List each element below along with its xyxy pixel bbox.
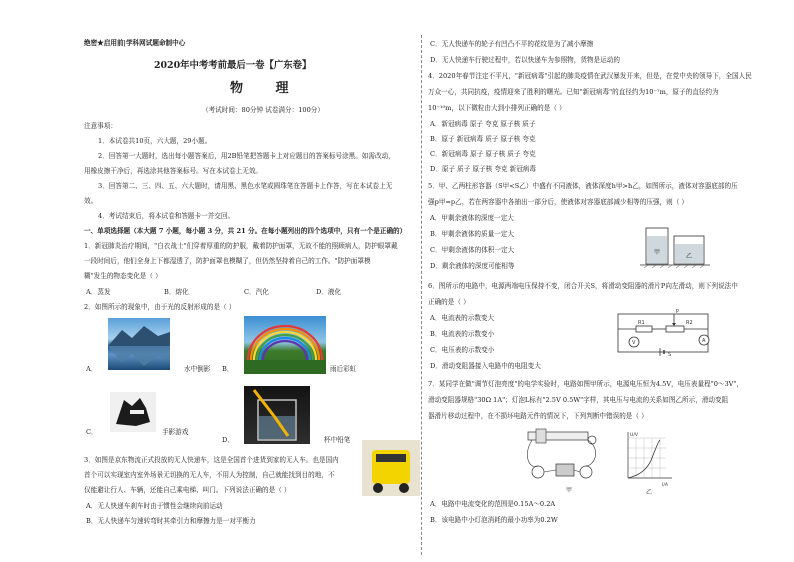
pencil-in-glass-image <box>244 386 310 444</box>
fig6-label-v: V <box>632 340 636 346</box>
note-item: 效。 <box>84 197 98 205</box>
fig6-label-a: A <box>702 338 706 344</box>
q5-line: 强p甲=p乙，若在两容器中各抽出一部分后，使液体对容器底部减少相等的压强，则（ ） <box>428 198 689 206</box>
q6-option-d: D．滑动变阻器接入电路中的电阻变大 <box>430 362 541 370</box>
hand-shadow-image <box>110 392 156 432</box>
q4-line: 10⁻¹⁰m，以下微粒由大到小排列正确的是（ ） <box>428 104 566 112</box>
q6-option-a: A．电流表的示数变大 <box>430 314 495 322</box>
section-heading: 一、单项选择题（本大题 7 小题，每小题 3 分，共 21 分。在每小题列出的四个选项中，只有一个是正确的） <box>84 227 407 235</box>
rainbow-icon <box>244 316 326 374</box>
q7-line: 器滑片移动过程中，在不损坏电路元件的情况下，下列判断中错误的是（ ） <box>428 412 648 420</box>
q7-line: 7．某同学在做"调节灯泡亮度"的电学实验时，电路如图甲所示，电源电压恒为4.5V，电压表量程"0～3V"， <box>428 380 744 388</box>
q5-option-d: D．剩余液体的深度可能相等 <box>430 262 515 270</box>
q4-option-c: C．新冠病毒 原子 原子核 质子 夸克 <box>430 150 536 158</box>
note-item: 用橡皮擦干净后，再选涂其他答案标号。写在本试卷上无效。 <box>84 167 263 175</box>
q6-line: 6．图所示的电路中，电源两端电压保持不变，闭合开关S，将滑动变阻器的滑片P向左滑动，则下列说法中 <box>428 282 738 290</box>
q4-line: 万众一心，共同抗疫，疫情迎来了胜利的曙光。已知"新冠病毒"的直径约为10⁻⁷m，原子的直径约为 <box>428 88 719 96</box>
fig7-axis-i: I/A <box>662 483 669 488</box>
fig7-label-yi: 乙 <box>646 489 653 496</box>
q7-option-b: B．该电路中小灯泡消耗的最小功率为0.2W <box>430 516 558 524</box>
note-item: 4．考试结束后，将本试卷和答题卡一并交回。 <box>98 212 235 220</box>
q3-line: 仅能避让行人、车辆，还能自己乘电梯、叫门。下列说法正确的是（ ） <box>84 486 291 494</box>
q3-option-d: D．无人快递车行驶过程中，若以快递车为参照物，货物是运动的 <box>430 56 620 64</box>
q4-line: 4．2020年春节注定不平凡，"新冠病毒"引起的肺炎疫情在武汉暴发开来，但是，在党中央的领导下，全国人民 <box>428 72 752 80</box>
fig6-label-r1: R1 <box>638 320 645 326</box>
mountain-reflection-icon <box>108 318 170 370</box>
q3-option-c: C．无人快递车的轮子有凹凸不平的花纹是为了减小摩擦 <box>430 40 594 48</box>
q2-caption-b: 雨后彩虹 <box>330 365 357 373</box>
rainbow-image <box>244 316 326 374</box>
fig7-axis-u: U/V <box>630 433 639 438</box>
iv-graph-yi <box>620 428 676 496</box>
q3-line: 首个可以实现室内室外场景无切换的无人车，不用人为控制，自己就能找到目的地，不 <box>84 471 335 479</box>
q4-option-a: A．新冠病毒 原子 夸克 原子核 质子 <box>430 120 536 128</box>
q5-option-c: C．甲剩余液体的体积一定大 <box>430 246 515 254</box>
delivery-robot-image <box>362 440 420 496</box>
q3-line: 3．如图是京东物流正式投放的无人快递车，这是全国首个进货到家的无人车。也是国内 <box>84 456 339 464</box>
right-column <box>428 0 788 562</box>
q1-line: 一段时间后，他们全身上下都湿透了，防护面罩也模糊了，但仍然坚持着自己的工作。"防护面罩模 <box>84 257 371 265</box>
q1-line: 1．新冠肺炎治疗期间，"白衣战士"们穿着厚重的防护服，戴着防护面罩，无故不能的照顾病人，防护眼罩戴 <box>84 242 398 250</box>
q2-option-d: D． <box>222 436 234 444</box>
exam-title: 2020年中考考前最后一卷【广东卷】 <box>154 60 312 71</box>
q5-option-b: B．甲剩余液体的质量一定大 <box>430 230 514 238</box>
q2-stem: 2．如图所示的现象中，由于光的反射形成的是（ ） <box>84 303 236 311</box>
left-column <box>84 0 444 562</box>
q1-option-c: C．汽化 <box>244 288 269 296</box>
q1-option-a: A．蒸发 <box>86 288 111 296</box>
q1-line: 糊"发生的物态变化是（ ） <box>84 272 162 280</box>
q1-option-d: D．液化 <box>316 288 342 296</box>
q7-line: 滑动变阻器规格"30Ω 1A"；灯泡L标有"2.5V 0.5W"字样，其电压与电流的关系如图乙所示，滑动变阻 <box>428 396 729 404</box>
q3-option-a: A．无人快递车刹车时由于惯性会继续向前运动 <box>86 502 223 510</box>
notes-heading: 注意事项： <box>84 122 117 130</box>
q6-option-b: B．电流表的示数变小 <box>430 330 495 338</box>
exam-meta: （考试时间：80分钟 试卷满分：100分） <box>202 106 324 114</box>
note-item: 3．回答第二、三、四、五、六大题时，请用黑、黑色水笔或圆珠笔在答题卡上作答，写在本试卷上无 <box>98 182 393 190</box>
q2-option-c: C． <box>86 428 98 436</box>
fig5-label-yi: 乙 <box>686 253 693 260</box>
circuit-diagram-q6 <box>608 306 716 358</box>
ground-hatch <box>644 265 704 268</box>
two-containers-figure <box>640 224 710 270</box>
q2-option-a: A． <box>86 365 98 373</box>
graph-grid <box>628 438 666 478</box>
q2-caption-d: 杯中铅笔 <box>324 436 351 444</box>
q2-caption-a: 水中倒影 <box>184 365 211 373</box>
column-divider <box>421 35 422 555</box>
pencil-glass-icon <box>244 386 310 444</box>
fig7-label-jia: 甲 <box>566 487 573 494</box>
q1-option-b: B．熔化 <box>164 288 189 296</box>
q4-option-b: B．原子 新冠病毒 质子 原子核 夸克 <box>430 135 536 143</box>
hand-shadow-icon <box>110 392 156 432</box>
q4-option-d: D．原子 质子 原子核 夸克 新冠病毒 <box>430 165 536 173</box>
confidential-mark: 绝密★启用前|学科网试题命制中心 <box>84 39 186 47</box>
q7-option-a: A．电路中电流变化的范围是0.15A～0.2A <box>430 500 556 508</box>
fig5-label-jia: 甲 <box>654 249 661 256</box>
q5-option-a: A．甲剩余液体的深度一定大 <box>430 214 514 222</box>
q2-caption-c: 手影游戏 <box>162 428 189 436</box>
q2-option-b: B． <box>222 365 234 373</box>
fig6-label-r2: R2 <box>686 320 693 326</box>
subject-title: 物 理 <box>230 81 303 96</box>
mountain-lake-image <box>108 318 170 370</box>
q3-option-b: B．无人快递车匀速转弯时其牵引力和摩擦力是一对平衡力 <box>86 517 256 525</box>
q6-line: 正确的是（ ） <box>428 298 470 306</box>
delivery-robot-icon <box>362 440 420 496</box>
experiment-figure-jia <box>522 426 618 496</box>
fig6-label-p: P <box>676 309 680 315</box>
fig6-label-s: S <box>668 352 672 358</box>
q6-option-c: C．电压表的示数变小 <box>430 346 495 354</box>
q5-line: 5．甲、乙两柱形容器（S甲<S乙）中盛有不同液体，液体深度h甲>h乙，如图所示，液体对容器底部的压 <box>428 182 738 190</box>
note-item: 1．本试卷共10页，六大题，29小题。 <box>98 137 212 145</box>
note-item: 2．回答第一大题时，选出每小题答案后，用2B铅笔把答题卡上对应题目的答案标号涂黑。如需改动， <box>98 152 395 160</box>
